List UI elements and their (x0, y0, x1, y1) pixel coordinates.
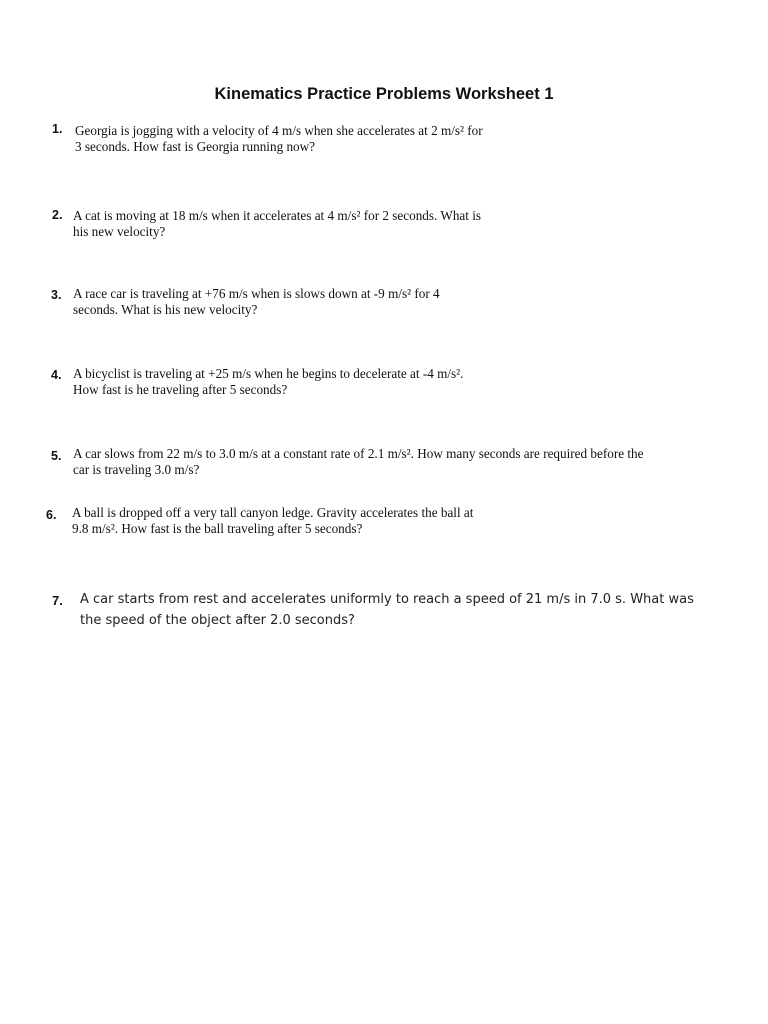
problem-line: How fast is he traveling after 5 seconds? (73, 382, 288, 397)
problem-text (75, 123, 483, 155)
problem-number: 1. (52, 122, 63, 136)
problem-line: 3 seconds. How fast is Georgia running now? (75, 139, 316, 154)
problem-number: 2. (52, 208, 63, 222)
problem-line: A cat is moving at 18 m/s when it accelerates at 4 m/s² for 2 seconds. What is (73, 208, 482, 223)
problem-text (80, 589, 694, 631)
problem-line: 9.8 m/s². How fast is the ball traveling after 5 seconds? (72, 521, 363, 536)
problem-text (73, 208, 481, 240)
problem-line: car is traveling 3.0 m/s? (73, 462, 200, 477)
problem-number: 4. (51, 368, 62, 382)
problem-number: 7. (52, 593, 63, 608)
problem-text (73, 286, 440, 318)
problem-line: seconds. What is his new velocity? (73, 302, 258, 317)
problem-number: 5. (51, 449, 62, 463)
problem-line: the speed of the object after 2.0 seconds? (80, 613, 355, 628)
problem-number: 3. (51, 288, 62, 302)
problem-text (73, 366, 463, 398)
problem-number: 6. (46, 508, 57, 522)
problem-line: Georgia is jogging with a velocity of 4 m/s when she accelerates at 2 m/s² for (75, 123, 483, 138)
problem-text (72, 505, 473, 537)
problem-line: A bicyclist is traveling at +25 m/s when he begins to decelerate at -4 m/s². (73, 366, 464, 381)
problem-line: his new velocity? (73, 224, 166, 239)
problem-text (73, 446, 644, 478)
problem-line: A ball is dropped off a very tall canyon ledge. Gravity accelerates the ball at (72, 505, 474, 520)
problem-line: A car starts from rest and accelerates uniformly to reach a speed of 21 m/s in 7.0 s. What was (80, 592, 694, 607)
problem-line: A race car is traveling at +76 m/s when is slows down at -9 m/s² for 4 (73, 286, 440, 301)
worksheet-title: Kinematics Practice Problems Worksheet 1 (214, 85, 554, 103)
problem-line: A car slows from 22 m/s to 3.0 m/s at a constant rate of 2.1 m/s². How many seconds are required before the (73, 446, 644, 461)
